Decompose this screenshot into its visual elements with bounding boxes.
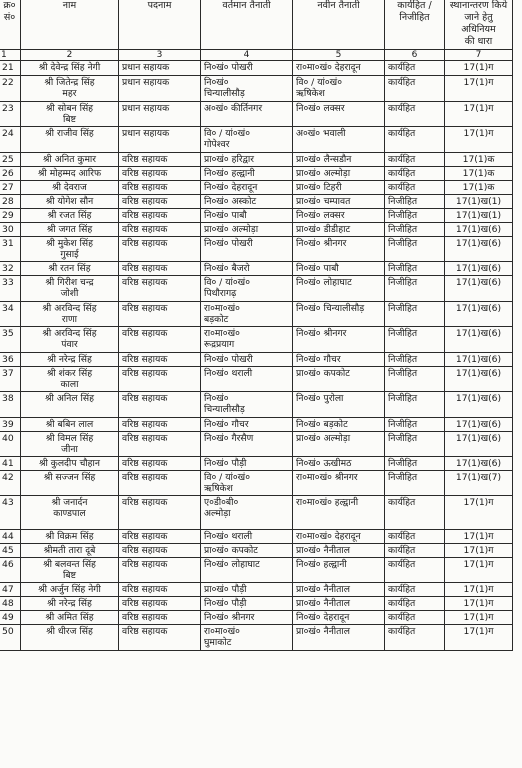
new-posting: प्रा०खं० डीडीहाट bbox=[293, 223, 385, 237]
transfer-type: कार्यहित bbox=[385, 611, 445, 625]
transfer-type: कार्यहित bbox=[385, 181, 445, 195]
designation: वरिष्ठ सहायक bbox=[119, 597, 201, 611]
table-row bbox=[0, 367, 513, 392]
table-row bbox=[0, 127, 513, 153]
employee-name: श्री रजत सिंह bbox=[21, 209, 119, 223]
designation: वरिष्ठ सहायक bbox=[119, 353, 201, 367]
designation: वरिष्ठ सहायक bbox=[119, 367, 201, 392]
new-posting: अ०खं० भवाली bbox=[293, 127, 385, 153]
serial-number: 38 bbox=[0, 392, 21, 418]
employee-name: श्री अरविन्द सिंह राणा bbox=[21, 302, 119, 327]
current-posting: प्रा०खं० पौड़ी bbox=[201, 583, 293, 597]
act-section: 17(1)क bbox=[445, 153, 513, 167]
employee-name: श्री अनित कुमार bbox=[21, 153, 119, 167]
new-posting: प्रा०खं० चम्पावत bbox=[293, 195, 385, 209]
designation: वरिष्ठ सहायक bbox=[119, 276, 201, 302]
transfer-type: निजीहित bbox=[385, 457, 445, 471]
column-number: 3 bbox=[119, 50, 201, 61]
table-row bbox=[0, 530, 513, 544]
designation: प्रधान सहायक bbox=[119, 61, 201, 76]
current-posting: नि०खं० श्रीनगर bbox=[201, 611, 293, 625]
serial-number: 50 bbox=[0, 625, 21, 651]
act-section: 17(1)ग bbox=[445, 496, 513, 530]
designation: वरिष्ठ सहायक bbox=[119, 262, 201, 276]
current-posting: नि०खं० थराली bbox=[201, 530, 293, 544]
new-posting: प्रा०खं० नैनीताल bbox=[293, 544, 385, 558]
current-posting: नि०खं० थराली bbox=[201, 367, 293, 392]
current-posting: नि०खं० हल्द्वानी bbox=[201, 167, 293, 181]
designation: प्रधान सहायक bbox=[119, 76, 201, 102]
table-row bbox=[0, 471, 513, 496]
column-number: 4 bbox=[201, 50, 293, 61]
new-posting: नि०खं० श्रीनगर bbox=[293, 327, 385, 353]
employee-name: श्री विमल सिंह जीना bbox=[21, 432, 119, 457]
current-posting: रा०मा०खं० बड़कोट bbox=[201, 302, 293, 327]
header-type: कार्यहित / निजीहित bbox=[385, 0, 445, 50]
act-section: 17(1)ख(6) bbox=[445, 457, 513, 471]
act-section: 17(1)ख(1) bbox=[445, 209, 513, 223]
designation: वरिष्ठ सहायक bbox=[119, 544, 201, 558]
current-posting: नि०खं० बैजरो bbox=[201, 262, 293, 276]
table-row bbox=[0, 276, 513, 302]
designation: प्रधान सहायक bbox=[119, 127, 201, 153]
header-section: स्थानान्तरण किये जाने हेतु अधिनियम की धारा bbox=[445, 0, 513, 50]
serial-number: 47 bbox=[0, 583, 21, 597]
act-section: 17(1)ग bbox=[445, 102, 513, 127]
new-posting: नि०खं० श्रीनगर bbox=[293, 237, 385, 262]
act-section: 17(1)ग bbox=[445, 61, 513, 76]
transfer-type: कार्यहित bbox=[385, 597, 445, 611]
new-posting: वि० / यां०खं० ऋषिकेश bbox=[293, 76, 385, 102]
table-body bbox=[0, 61, 513, 651]
employee-name: श्री नरेन्द्र सिंह bbox=[21, 353, 119, 367]
serial-number: 42 bbox=[0, 471, 21, 496]
designation: वरिष्ठ सहायक bbox=[119, 195, 201, 209]
serial-number: 29 bbox=[0, 209, 21, 223]
table-row bbox=[0, 496, 513, 530]
table-row bbox=[0, 353, 513, 367]
current-posting: अ०खं० कीर्तिनगर bbox=[201, 102, 293, 127]
employee-name: श्रीमती तारा दूबे bbox=[21, 544, 119, 558]
serial-number: 37 bbox=[0, 367, 21, 392]
new-posting: प्रा०खं० कपकोट bbox=[293, 367, 385, 392]
act-section: 17(1)ख(6) bbox=[445, 392, 513, 418]
serial-number: 41 bbox=[0, 457, 21, 471]
serial-number: 49 bbox=[0, 611, 21, 625]
act-section: 17(1)ख(6) bbox=[445, 367, 513, 392]
serial-number: 28 bbox=[0, 195, 21, 209]
transfer-type: निजीहित bbox=[385, 209, 445, 223]
act-section: 17(1)ग bbox=[445, 544, 513, 558]
designation: वरिष्ठ सहायक bbox=[119, 611, 201, 625]
table-row bbox=[0, 392, 513, 418]
designation: वरिष्ठ सहायक bbox=[119, 530, 201, 544]
serial-number: 43 bbox=[0, 496, 21, 530]
act-section: 17(1)ख(6) bbox=[445, 262, 513, 276]
new-posting: नि०खं० लोहाघाट bbox=[293, 276, 385, 302]
new-posting: नि०खं० बड़कोट bbox=[293, 418, 385, 432]
designation: वरिष्ठ सहायक bbox=[119, 583, 201, 597]
current-posting: प्रा०खं० अल्मोड़ा bbox=[201, 223, 293, 237]
employee-name: श्री अमित सिंह bbox=[21, 611, 119, 625]
table-row bbox=[0, 544, 513, 558]
new-posting: प्रा०खं० टिहरी bbox=[293, 181, 385, 195]
table-row bbox=[0, 611, 513, 625]
current-posting: वि० / यां०खं० पिथौरागढ़ bbox=[201, 276, 293, 302]
transfer-type: कार्यहित bbox=[385, 102, 445, 127]
serial-number: 36 bbox=[0, 353, 21, 367]
new-posting: नि०खं० पुरोला bbox=[293, 392, 385, 418]
act-section: 17(1)ख(6) bbox=[445, 276, 513, 302]
serial-number: 25 bbox=[0, 153, 21, 167]
serial-number: 48 bbox=[0, 597, 21, 611]
employee-name: श्री विक्रम सिंह bbox=[21, 530, 119, 544]
current-posting: नि०खं० पोखरी bbox=[201, 237, 293, 262]
table-row bbox=[0, 153, 513, 167]
current-posting: नि०खं० पौड़ी bbox=[201, 597, 293, 611]
designation: वरिष्ठ सहायक bbox=[119, 237, 201, 262]
table-row bbox=[0, 558, 513, 583]
current-posting: नि०खं० अस्कोट bbox=[201, 195, 293, 209]
transfer-type: कार्यहित bbox=[385, 76, 445, 102]
act-section: 17(1)ग bbox=[445, 530, 513, 544]
employee-name: श्री जितेन्द्र सिंह महर bbox=[21, 76, 119, 102]
new-posting: रा०मा०खं० देहरादून bbox=[293, 530, 385, 544]
transfer-type: कार्यहित bbox=[385, 496, 445, 530]
act-section: 17(1)ख(6) bbox=[445, 223, 513, 237]
designation: वरिष्ठ सहायक bbox=[119, 153, 201, 167]
act-section: 17(1)ख(6) bbox=[445, 327, 513, 353]
table-row bbox=[0, 418, 513, 432]
current-posting: वि० / यां०खं० गोपेश्वर bbox=[201, 127, 293, 153]
new-posting: रा०मा०खं० श्रीनगर bbox=[293, 471, 385, 496]
transfer-type: निजीहित bbox=[385, 262, 445, 276]
act-section: 17(1)ख(6) bbox=[445, 302, 513, 327]
transfer-type: निजीहित bbox=[385, 302, 445, 327]
transfer-type: निजीहित bbox=[385, 432, 445, 457]
employee-name: श्री कुलदीप चौहान bbox=[21, 457, 119, 471]
serial-number: 21 bbox=[0, 61, 21, 76]
column-number: 6 bbox=[385, 50, 445, 61]
serial-number: 44 bbox=[0, 530, 21, 544]
new-posting: प्रा०खं० अल्मोड़ा bbox=[293, 432, 385, 457]
new-posting: नि०खं० गौचर bbox=[293, 353, 385, 367]
act-section: 17(1)ग bbox=[445, 76, 513, 102]
serial-number: 39 bbox=[0, 418, 21, 432]
transfer-type: निजीहित bbox=[385, 223, 445, 237]
current-posting: नि०खं० पौड़ी bbox=[201, 457, 293, 471]
designation: वरिष्ठ सहायक bbox=[119, 418, 201, 432]
transfer-type: निजीहित bbox=[385, 367, 445, 392]
act-section: 17(1)क bbox=[445, 181, 513, 195]
current-posting: नि०खं० चिन्यालीसौड़ bbox=[201, 392, 293, 418]
current-posting: नि०खं० गैरसैण bbox=[201, 432, 293, 457]
transfer-type: निजीहित bbox=[385, 392, 445, 418]
act-section: 17(1)ग bbox=[445, 597, 513, 611]
designation: वरिष्ठ सहायक bbox=[119, 432, 201, 457]
designation: वरिष्ठ सहायक bbox=[119, 302, 201, 327]
employee-name: श्री बबिन लाल bbox=[21, 418, 119, 432]
act-section: 17(1)ख(7) bbox=[445, 471, 513, 496]
transfer-type: कार्यहित bbox=[385, 530, 445, 544]
current-posting: नि०खं० पोखरी bbox=[201, 353, 293, 367]
table-row bbox=[0, 302, 513, 327]
current-posting: नि०खं० गौचर bbox=[201, 418, 293, 432]
header-post: पदनाम bbox=[119, 0, 201, 50]
table-row bbox=[0, 181, 513, 195]
transfer-type: कार्यहित bbox=[385, 167, 445, 181]
serial-number: 35 bbox=[0, 327, 21, 353]
serial-number: 27 bbox=[0, 181, 21, 195]
table-row bbox=[0, 583, 513, 597]
employee-name: श्री नरेन्द्र सिंह bbox=[21, 597, 119, 611]
current-posting: नि०खं० पाबौ bbox=[201, 209, 293, 223]
employee-name: श्री मोहम्मद आरिफ bbox=[21, 167, 119, 181]
transfer-type: कार्यहित bbox=[385, 625, 445, 651]
designation: वरिष्ठ सहायक bbox=[119, 223, 201, 237]
designation: वरिष्ठ सहायक bbox=[119, 392, 201, 418]
employee-name: श्री योगेश सौन bbox=[21, 195, 119, 209]
table-row bbox=[0, 432, 513, 457]
table-row bbox=[0, 167, 513, 181]
serial-number: 40 bbox=[0, 432, 21, 457]
employee-name: श्री राजीव सिंह bbox=[21, 127, 119, 153]
new-posting: नि०खं० हल्द्वानी bbox=[293, 558, 385, 583]
employee-name: श्री शंकर सिंह काला bbox=[21, 367, 119, 392]
new-posting: प्रा०खं० नैनीताल bbox=[293, 625, 385, 651]
employee-name: श्री बलवन्त सिंह बिष्ट bbox=[21, 558, 119, 583]
act-section: 17(1)ग bbox=[445, 583, 513, 597]
transfer-type: कार्यहित bbox=[385, 61, 445, 76]
serial-number: 45 bbox=[0, 544, 21, 558]
designation: वरिष्ठ सहायक bbox=[119, 167, 201, 181]
header-name: नाम bbox=[21, 0, 119, 50]
new-posting: नि०खं० ऊखीमठ bbox=[293, 457, 385, 471]
table-row bbox=[0, 597, 513, 611]
table-row bbox=[0, 76, 513, 102]
table-row bbox=[0, 237, 513, 262]
current-posting: रा०मा०खं० रूद्रप्रयाग bbox=[201, 327, 293, 353]
serial-number: 32 bbox=[0, 262, 21, 276]
act-section: 17(1)ग bbox=[445, 611, 513, 625]
current-posting: प्रा०खं० हरिद्वार bbox=[201, 153, 293, 167]
new-posting: नि०खं० देहरादून bbox=[293, 611, 385, 625]
transfer-type: निजीहित bbox=[385, 195, 445, 209]
column-number-row bbox=[0, 50, 513, 61]
employee-name: श्री अरविन्द सिंह पंवार bbox=[21, 327, 119, 353]
current-posting: वि० / यां०खं० ऋषिकेश bbox=[201, 471, 293, 496]
employee-name: श्री जनार्दन काण्डपाल bbox=[21, 496, 119, 530]
employee-name: श्री अर्जुन सिंह नेगी bbox=[21, 583, 119, 597]
transfer-type: कार्यहित bbox=[385, 153, 445, 167]
serial-number: 24 bbox=[0, 127, 21, 153]
transfer-type: निजीहित bbox=[385, 276, 445, 302]
act-section: 17(1)ख(1) bbox=[445, 195, 513, 209]
table-row bbox=[0, 61, 513, 76]
employee-name: श्री धीरज सिंह bbox=[21, 625, 119, 651]
new-posting: प्रा०खं० नैनीताल bbox=[293, 583, 385, 597]
employee-name: श्री रतन सिंह bbox=[21, 262, 119, 276]
new-posting: प्रा०खं० अल्मोड़ा bbox=[293, 167, 385, 181]
employee-name: श्री जगत सिंह bbox=[21, 223, 119, 237]
serial-number: 34 bbox=[0, 302, 21, 327]
current-posting: रा०मा०खं० घुमाकोट bbox=[201, 625, 293, 651]
designation: वरिष्ठ सहायक bbox=[119, 181, 201, 195]
act-section: 17(1)ग bbox=[445, 558, 513, 583]
transfer-type: निजीहित bbox=[385, 237, 445, 262]
transfer-type: कार्यहित bbox=[385, 583, 445, 597]
new-posting: रा०मा०खं० देहरादून bbox=[293, 61, 385, 76]
serial-number: 31 bbox=[0, 237, 21, 262]
designation: वरिष्ठ सहायक bbox=[119, 471, 201, 496]
serial-number: 26 bbox=[0, 167, 21, 181]
current-posting: नि०खं० देहरादून bbox=[201, 181, 293, 195]
new-posting: प्रा०खं० लैन्सडौन bbox=[293, 153, 385, 167]
serial-number: 46 bbox=[0, 558, 21, 583]
current-posting: प्रा०खं० कपकोट bbox=[201, 544, 293, 558]
transfer-type: निजीहित bbox=[385, 353, 445, 367]
table-row bbox=[0, 102, 513, 127]
employee-name: श्री सज्जन सिंह bbox=[21, 471, 119, 496]
header-new-posting: नवीन तैनाती bbox=[293, 0, 385, 50]
current-posting: नि०खं० लोहाघाट bbox=[201, 558, 293, 583]
transfer-type: कार्यहित bbox=[385, 127, 445, 153]
designation: वरिष्ठ सहायक bbox=[119, 558, 201, 583]
act-section: 17(1)क bbox=[445, 167, 513, 181]
transfer-type: कार्यहित bbox=[385, 544, 445, 558]
act-section: 17(1)ख(6) bbox=[445, 418, 513, 432]
table-row bbox=[0, 457, 513, 471]
table-row bbox=[0, 195, 513, 209]
new-posting: नि०खं० चिन्यालीसौड़ bbox=[293, 302, 385, 327]
new-posting: नि०खं० पाबौ bbox=[293, 262, 385, 276]
header-current-posting: वर्तमान तैनाती bbox=[201, 0, 293, 50]
designation: वरिष्ठ सहायक bbox=[119, 327, 201, 353]
act-section: 17(1)ख(6) bbox=[445, 432, 513, 457]
transfer-type: निजीहित bbox=[385, 418, 445, 432]
header-row bbox=[0, 0, 513, 50]
designation: प्रधान सहायक bbox=[119, 102, 201, 127]
designation: वरिष्ठ सहायक bbox=[119, 457, 201, 471]
act-section: 17(1)ग bbox=[445, 625, 513, 651]
designation: वरिष्ठ सहायक bbox=[119, 496, 201, 530]
employee-name: श्री गिरीश चन्द्र जोशी bbox=[21, 276, 119, 302]
act-section: 17(1)ख(6) bbox=[445, 353, 513, 367]
transfer-type: निजीहित bbox=[385, 327, 445, 353]
act-section: 17(1)ग bbox=[445, 127, 513, 153]
table-row bbox=[0, 327, 513, 353]
employee-name: श्री सोबन सिंह बिष्ट bbox=[21, 102, 119, 127]
current-posting: ए०डी०बी० अल्मोड़ा bbox=[201, 496, 293, 530]
column-number: 7 bbox=[445, 50, 513, 61]
serial-number: 30 bbox=[0, 223, 21, 237]
employee-name: श्री देवेन्द्र सिंह नेगी bbox=[21, 61, 119, 76]
transfer-type: निजीहित bbox=[385, 471, 445, 496]
header-sn: क्र० सं० bbox=[0, 0, 21, 50]
designation: वरिष्ठ सहायक bbox=[119, 625, 201, 651]
serial-number: 33 bbox=[0, 276, 21, 302]
table-row bbox=[0, 209, 513, 223]
table-row bbox=[0, 223, 513, 237]
employee-name: श्री देवराज bbox=[21, 181, 119, 195]
current-posting: नि०खं० पोखरी bbox=[201, 61, 293, 76]
serial-number: 22 bbox=[0, 76, 21, 102]
serial-number: 23 bbox=[0, 102, 21, 127]
act-section: 17(1)ख(6) bbox=[445, 237, 513, 262]
new-posting: प्रा०खं० नैनीताल bbox=[293, 597, 385, 611]
new-posting: नि०खं० लक्सर bbox=[293, 209, 385, 223]
current-posting: नि०खं० चिन्यालीसौड़ bbox=[201, 76, 293, 102]
column-number: 1 bbox=[0, 50, 21, 61]
new-posting: रा०मा०खं० हल्द्वानी bbox=[293, 496, 385, 530]
designation: वरिष्ठ सहायक bbox=[119, 209, 201, 223]
column-number: 2 bbox=[21, 50, 119, 61]
employee-name: श्री अनिल सिंह bbox=[21, 392, 119, 418]
new-posting: नि०खं० लक्सर bbox=[293, 102, 385, 127]
table-row bbox=[0, 625, 513, 651]
table-row bbox=[0, 262, 513, 276]
transfer-type: कार्यहित bbox=[385, 558, 445, 583]
column-number: 5 bbox=[293, 50, 385, 61]
employee-name: श्री मुकेश सिंह गुसाई bbox=[21, 237, 119, 262]
